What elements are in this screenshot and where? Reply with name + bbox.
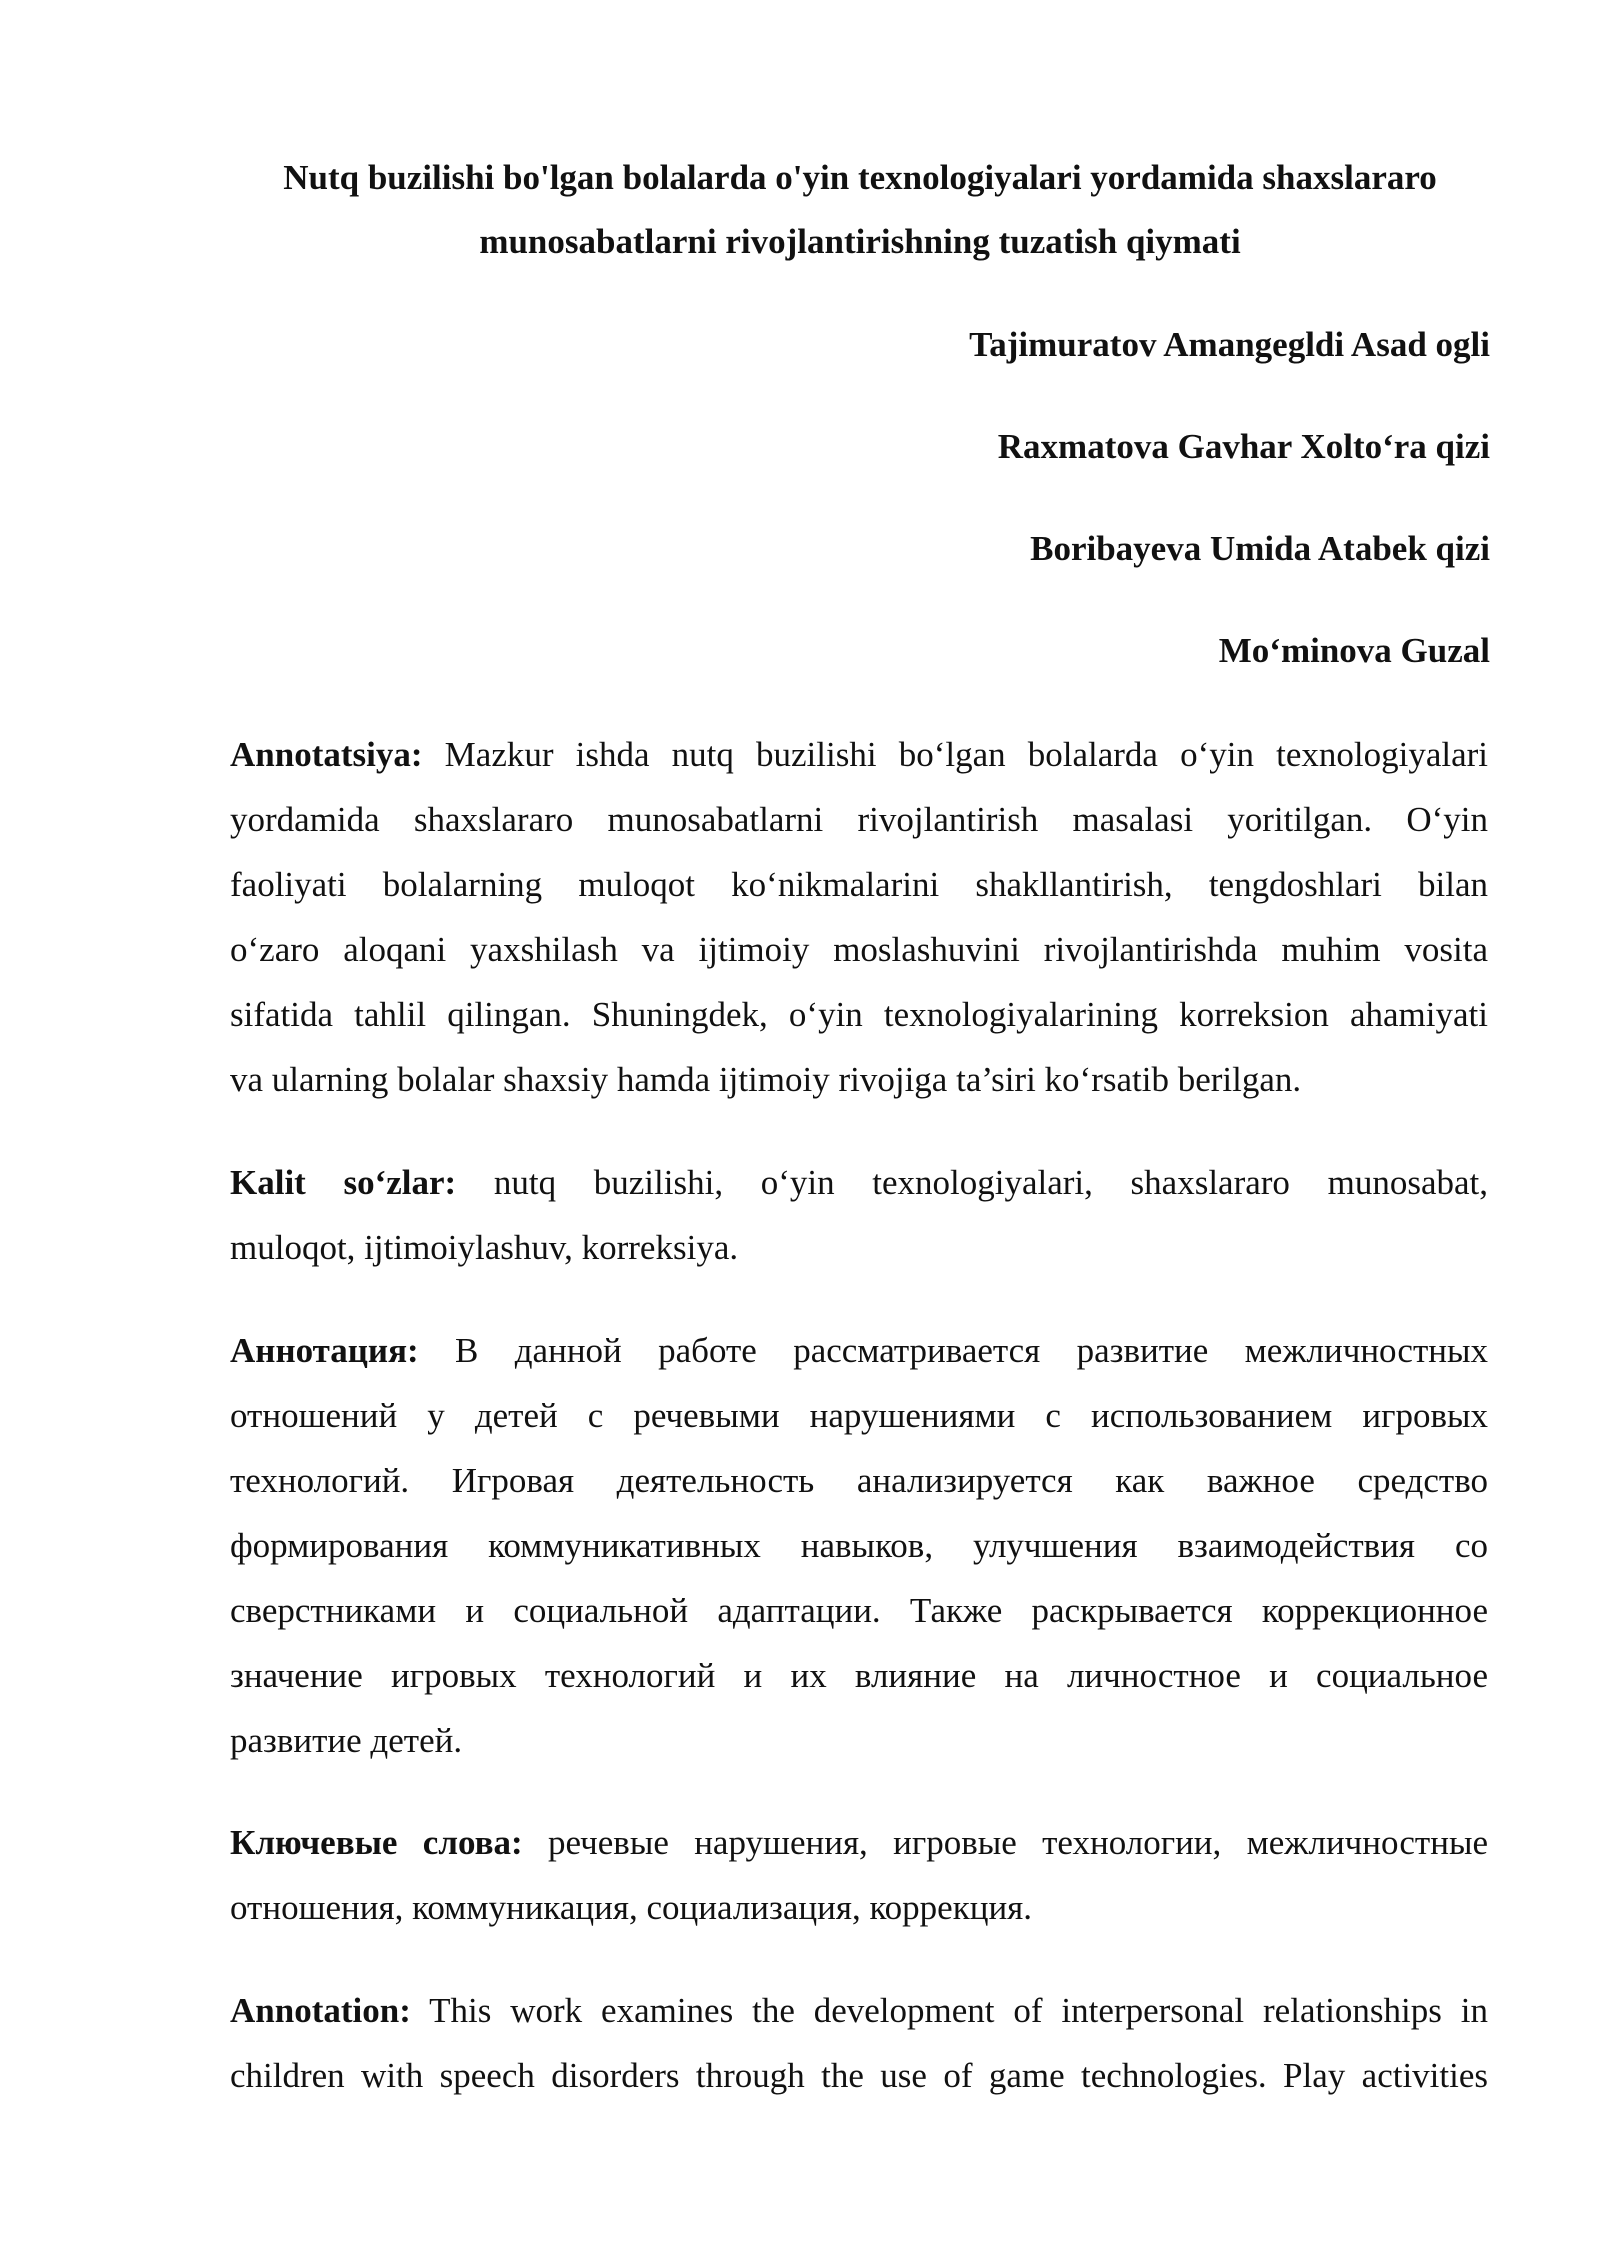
annotation-uz-line: faoliyati bolalarning muloqot ko‘nikmalarini shakllantirish, tengdoshlari bilan — [230, 865, 1488, 904]
annotation-ru — [230, 1318, 1488, 1773]
annotation-ru-line: отношений у детей с речевыми нарушениями с использованием игровых — [230, 1396, 1488, 1435]
annotation-uz-line: Annotatsiya: Mazkur ishda nutq buzilishi bo‘lgan bolalarda o‘yin texnologiyalari — [230, 735, 1488, 774]
keywords-uz — [230, 1150, 1488, 1280]
annotation-ru-line: Аннотация: В данной работе рассматривается развитие межличностных — [230, 1331, 1488, 1370]
annotation-ru-line: технологий. Игровая деятельность анализируется как важное средство — [230, 1461, 1488, 1500]
annotation-uz — [230, 722, 1488, 1112]
author-4: Mo‘minova Guzal — [1218, 631, 1490, 670]
keywords-ru-line: Ключевые слова: речевые нарушения, игровые технологии, межличностные — [230, 1823, 1488, 1862]
annotation-en — [230, 1978, 1488, 2108]
keywords-uz-line: Kalit so‘zlar: nutq buzilishi, o‘yin texnologiyalari, shaxslararo munosabat, — [230, 1163, 1488, 1202]
title-line-2: munosabatlarni rivojlantirishning tuzatish qiymati — [479, 222, 1241, 261]
keywords-ru-label: Ключевые слова: — [230, 1823, 523, 1862]
paper-title — [230, 146, 1490, 274]
keywords-uz-line: muloqot, ijtimoiylashuv, korreksiya. — [230, 1228, 739, 1267]
annotation-ru-line: значение игровых технологий и их влияние на личностное и социальное — [230, 1656, 1488, 1695]
annotation-uz-line: o‘zaro aloqani yaxshilash va ijtimoiy moslashuvini rivojlantirishda muhim vosita — [230, 930, 1488, 969]
author-2: Raxmatova Gavhar Xolto‘ra qizi — [997, 427, 1490, 466]
keywords-uz-label: Kalit so‘zlar: — [230, 1163, 457, 1202]
annotation-ru-line: формирования коммуникативных навыков, улучшения взаимодействия со — [230, 1526, 1488, 1565]
annotation-uz-line: yordamida shaxslararo munosabatlarni rivojlantirish masalasi yoritilgan. O‘yin — [230, 800, 1488, 839]
annotation-en-line: children with speech disorders through the use of game technologies. Play activities — [230, 2056, 1488, 2095]
title-line-1: Nutq buzilishi bo'lgan bolalarda o'yin texnologiyalari yordamida shaxslararo — [283, 158, 1437, 197]
annotation-ru-line: сверстниками и социальной адаптации. Также раскрывается коррекционное — [230, 1591, 1488, 1630]
annotation-ru-line: развитие детей. — [230, 1721, 463, 1760]
annotation-uz-line: va ularning bolalar shaxsiy hamda ijtimoiy rivojiga ta’siri ko‘rsatib berilgan. — [230, 1060, 1302, 1099]
author-1: Tajimuratov Amangegldi Asad ogli — [969, 325, 1490, 364]
author-3: Boribayeva Umida Atabek qizi — [1030, 529, 1490, 568]
annotation-uz-label: Annotatsiya: — [230, 735, 423, 774]
annotation-uz-line: sifatida tahlil qilingan. Shuningdek, o‘yin texnologiyalarining korreksion ahamiyati — [230, 995, 1488, 1034]
annotation-en-line: Annotation: This work examines the development of interpersonal relationships in — [230, 1991, 1488, 2030]
annotation-en-label: Annotation: — [230, 1991, 411, 2030]
annotation-ru-label: Аннотация: — [230, 1331, 419, 1370]
keywords-ru — [230, 1810, 1488, 1940]
keywords-ru-line: отношения, коммуникация, социализация, коррекция. — [230, 1888, 1033, 1927]
